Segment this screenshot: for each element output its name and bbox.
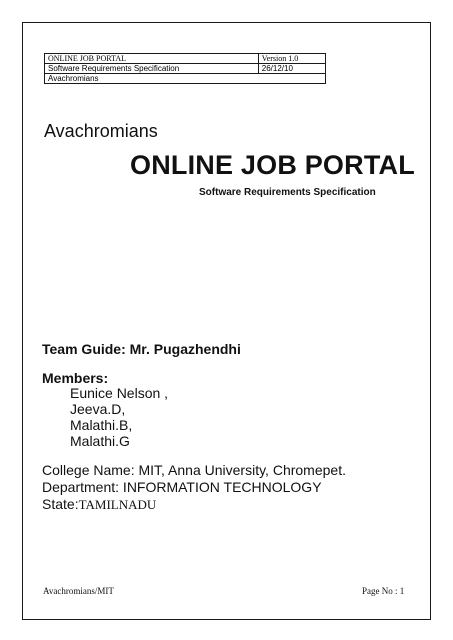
member-item: Malathi.B,: [70, 417, 133, 433]
header-project-name: ONLINE JOB PORTAL: [45, 54, 259, 64]
cover-organization: Avachromians: [44, 121, 158, 141]
header-row: [45, 64, 326, 74]
state-line: [42, 496, 156, 513]
state-label: State:: [42, 496, 79, 512]
header-version: Version 1.0: [258, 54, 325, 64]
cover-title: ONLINE JOB PORTAL: [130, 150, 415, 180]
state-value: TAMILNADU: [78, 497, 157, 512]
header-table: [44, 53, 326, 84]
footer-page-number: Page No : 1: [362, 586, 405, 596]
document-page: [22, 22, 431, 620]
header-organization: Avachromians: [45, 74, 326, 84]
cover-subtitle: Software Requirements Specification: [199, 187, 376, 198]
header-doc-type: Software Requirements Specification: [45, 64, 259, 74]
header-row: [45, 74, 326, 84]
members-list: [70, 385, 168, 449]
member-item: Jeeva.D,: [70, 401, 126, 417]
member-item: Eunice Nelson ,: [70, 385, 169, 401]
header-date: 26/12/10: [258, 64, 325, 74]
department: Department: INFORMATION TECHNOLOGY: [42, 479, 322, 495]
team-guide: Team Guide: Mr. Pugazhendhi: [42, 341, 241, 357]
members-heading: Members:: [42, 370, 109, 386]
header-row: [45, 54, 326, 64]
footer-left: Avachromians/MIT: [43, 586, 114, 596]
college-name: College Name: MIT, Anna University, Chromepet.: [42, 462, 346, 478]
member-item: Malathi.G: [70, 433, 130, 449]
